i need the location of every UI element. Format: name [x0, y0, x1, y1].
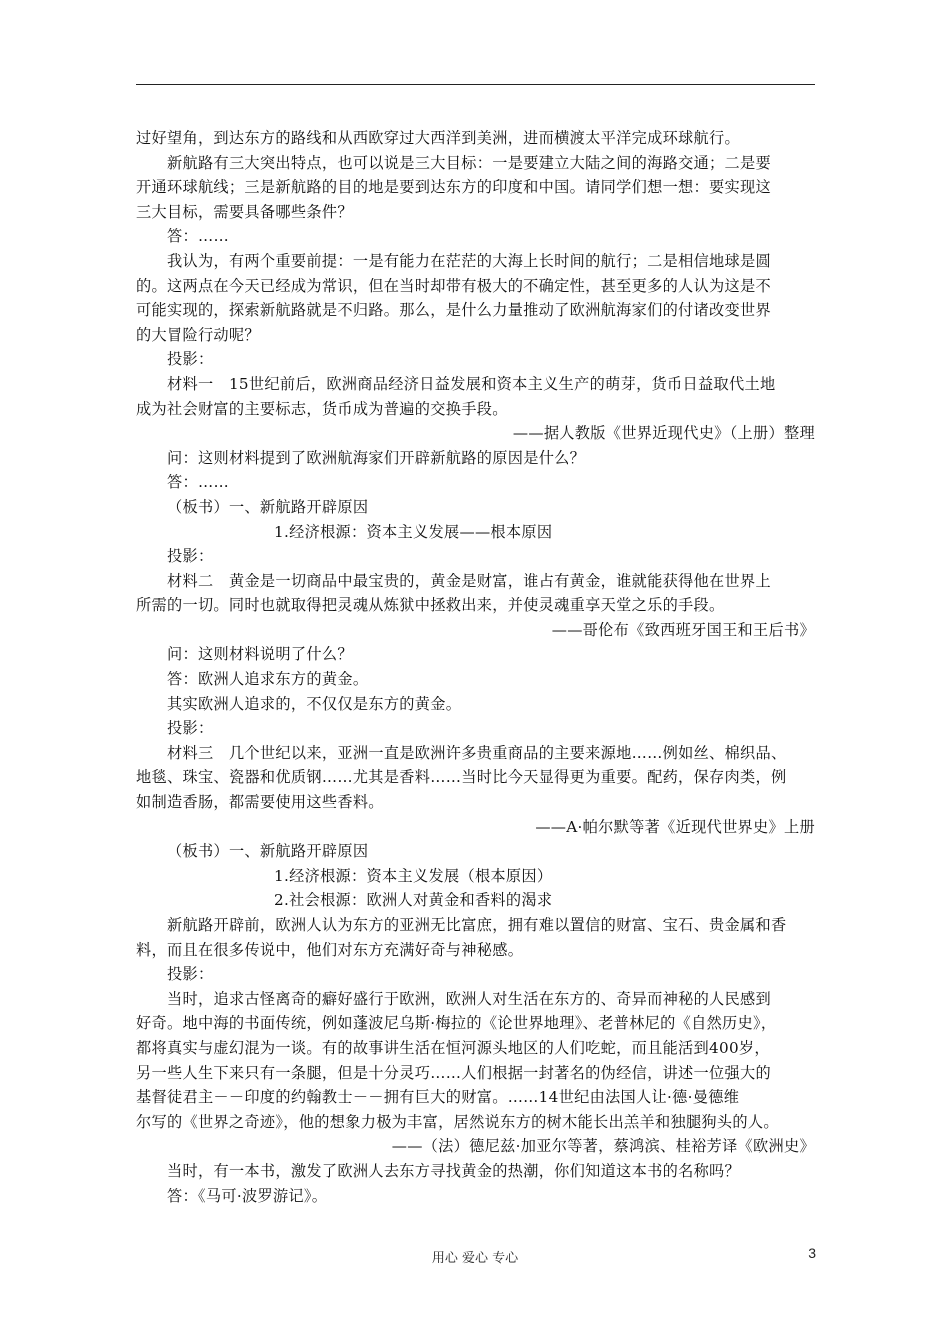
text-line: 过好望角，到达东方的路线和从西欧穿过大西洋到美洲，进而横渡太平洋完成环球航行。 [136, 129, 741, 147]
text-line: 可能实现的，探索新航路就是不归路。那么，是什么力量推动了欧洲航海家们的付诸改变世界 [136, 301, 771, 320]
text-line: 地毯、珠宝、瓷器和优质钢……尤其是香料……当时比今天显得更为重要。配药，保存肉类，例 [136, 768, 787, 787]
text-line: 料，而且在很多传说中，他们对东方充满好奇与神秘感。 [136, 940, 524, 959]
text-line: 投影： [167, 965, 214, 984]
text-line: 其实欧洲人追求的，不仅仅是东方的黄金。 [167, 694, 462, 713]
source-citation: ——（法）德尼兹·加亚尔等著，蔡鸿滨、桂裕芳译《欧洲史》 [391, 1137, 815, 1156]
text-line: 另一些人生下来只有一条腿，但是十分灵巧……人们根据一封著名的伪经信，讲述一位强大的 [136, 1063, 771, 1082]
text-line: 问：这则材料说明了什么？ [167, 645, 353, 664]
text-line: 投影： [167, 719, 214, 738]
text-line: 的。这两点在今天已经成为常识，但在当时却带有极大的不确定性，甚至更多的人认为这是不 [136, 276, 771, 295]
text-line: 如制造香肠，都需要使用这些香料。 [136, 793, 384, 812]
text-line: 基督徒君主－－印度的约翰教士－－拥有巨大的财富。……14世纪由法国人让·德·曼德维 [136, 1088, 740, 1107]
text-line: 答：《马可·波罗游记》。 [167, 1186, 328, 1205]
text-line: 尔写的《世界之奇迹》，他的想象力极为丰富，居然说东方的树木能长出羔羊和独腿狗头的人。 [136, 1112, 779, 1131]
text-line: 好奇。地中海的书面传统，例如蓬波尼乌斯·梅拉的《论世界地理》、老普林尼的《自然历史》， [136, 1014, 777, 1033]
board-heading: （板书）一、新航路开辟原因 [167, 842, 369, 861]
source-citation: ——哥伦布《致西班牙国王和王后书》 [551, 620, 815, 639]
document-body [136, 126, 815, 1208]
text-line: 的大冒险行动呢？ [136, 325, 260, 344]
text-line: 问：这则材料提到了欧洲航海家们开辟新航路的原因是什么？ [167, 448, 586, 467]
page-number: 3 [808, 1245, 816, 1261]
text-line: 新航路有三大突出特点，也可以说是三大目标：一是要建立大陆之间的海路交通；二是要 [167, 153, 772, 172]
text-line: 成为社会财富的主要标志，货币成为普遍的交换手段。 [136, 399, 508, 418]
text-line: 材料一 15世纪前后，欧洲商品经济日益发展和资本主义生产的萌芽，货币日益取代土地 [167, 374, 776, 393]
footer-motto: 用心 爱心 专心 [431, 1251, 519, 1266]
text-line: 新航路开辟前，欧洲人认为东方的亚洲无比富庶，拥有难以置信的财富、宝石、贵金属和香 [167, 916, 787, 934]
source-citation: ——A·帕尔默等著《近现代世界史》上册 [535, 817, 815, 836]
board-item: 1.经济根源：资本主义发展——根本原因 [274, 522, 553, 541]
text-line: 所需的一切。同时也就取得把灵魂从炼狱中拯救出来，并使灵魂重享天堂之乐的手段。 [136, 596, 725, 615]
text-line: 答：欧洲人追求东方的黄金。 [167, 670, 369, 689]
text-line: 答：…… [167, 473, 229, 492]
text-line: 三大目标，需要具备哪些条件？ [136, 202, 353, 221]
text-line: 材料二 黄金是一切商品中最宝贵的，黄金是财富，谁占有黄金，谁就能获得他在世界上 [167, 571, 772, 590]
text-line: 都将真实与虚幻混为一谈。有的故事讲生活在恒河源头地区的人们吃蛇，而且能活到400岁， [136, 1038, 770, 1057]
text-line: 当时，追求古怪离奇的癖好盛行于欧洲，欧洲人对生活在东方的、奇异而神秘的人民感到 [167, 989, 772, 1008]
text-line: 开通环球航线；三是新航路的目的地是要到达东方的印度和中国。请同学们想一想：要实现这 [136, 178, 771, 197]
text-line: 投影： [167, 350, 214, 369]
text-line: 投影： [167, 547, 214, 566]
board-item: 2.社会根源：欧洲人对黄金和香料的渴求 [274, 891, 553, 910]
text-line: 当时，有一本书，激发了欧洲人去东方寻找黄金的热潮，你们知道这本书的名称吗？ [167, 1161, 741, 1180]
board-item: 1.经济根源：资本主义发展（根本原因） [274, 866, 553, 885]
text-line: 材料三 几个世纪以来，亚洲一直是欧洲许多贵重商品的主要来源地……例如丝、棉织品、 [167, 743, 787, 762]
text-line: 答：…… [167, 227, 229, 246]
header-rule [136, 84, 815, 85]
text-line: 我认为，有两个重要前提：一是有能力在茫茫的大海上长时间的航行；二是相信地球是圆 [167, 251, 772, 270]
board-heading: （板书）一、新航路开辟原因 [167, 497, 369, 516]
source-citation: ——据人教版《世界近现代史》（上册）整理 [512, 424, 815, 443]
